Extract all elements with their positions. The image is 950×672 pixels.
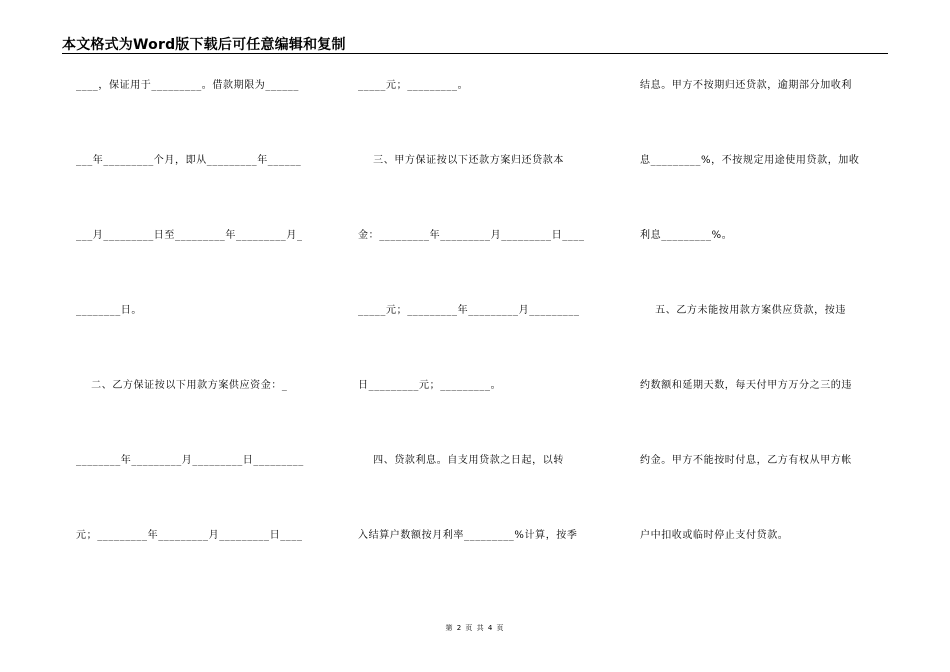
column-1-line-5: 二、乙方保证按以下用款方案供应资金：_: [76, 380, 288, 391]
column-3-line-2: 息_________%，不按规定用途使用贷款，加收: [640, 155, 860, 166]
column-1-line-3: ___月_________日至_________年_________月_: [76, 230, 303, 241]
column-2-line-1: _____元；_________。: [358, 80, 469, 91]
column-2-line-4: _____元；_________年_________月_________: [358, 305, 580, 316]
document-banner: 本文格式为Word版下载后可任意编辑和复制: [62, 37, 346, 53]
column-2-line-6: 四、贷款利息。自支用贷款之日起，以转: [358, 455, 564, 466]
column-2-line-2: 三、甲方保证按以下还款方案归还贷款本: [358, 155, 564, 166]
column-3-line-5: 约数额和延期天数，每天付甲方万分之三的违: [640, 380, 852, 391]
column-1-line-4: ________日。: [76, 305, 142, 316]
column-2-line-7: 入结算户数额按月利率_________%计算，按季: [358, 530, 578, 541]
column-1-line-6: ________年_________月_________日_________: [76, 455, 304, 466]
column-3-line-7: 户中扣收或临时停止支付贷款。: [640, 530, 789, 541]
column-1-line-2: ___年_________个月，即从_________年______: [76, 155, 302, 166]
column-1-line-7: 元；_________年_________月_________日____: [76, 530, 303, 541]
column-2-line-5: 日_________元；_________。: [358, 380, 502, 391]
page-number: 第 2 页 共 4 页: [445, 624, 505, 632]
column-2-line-3: 金：_________年_________月_________日____: [358, 230, 585, 241]
header-rule: [62, 53, 888, 54]
column-3-line-4: 五、乙方未能按用款方案供应贷款，按违: [640, 305, 846, 316]
column-3-line-3: 利息_________%。: [640, 230, 733, 241]
column-3-line-6: 约金。甲方不能按时付息，乙方有权从甲方帐: [640, 455, 852, 466]
column-3-line-1: 结息。甲方不按期归还贷款，逾期部分加收利: [640, 80, 852, 91]
column-1-line-1: ____，保证用于_________。借款期限为______: [76, 80, 299, 91]
